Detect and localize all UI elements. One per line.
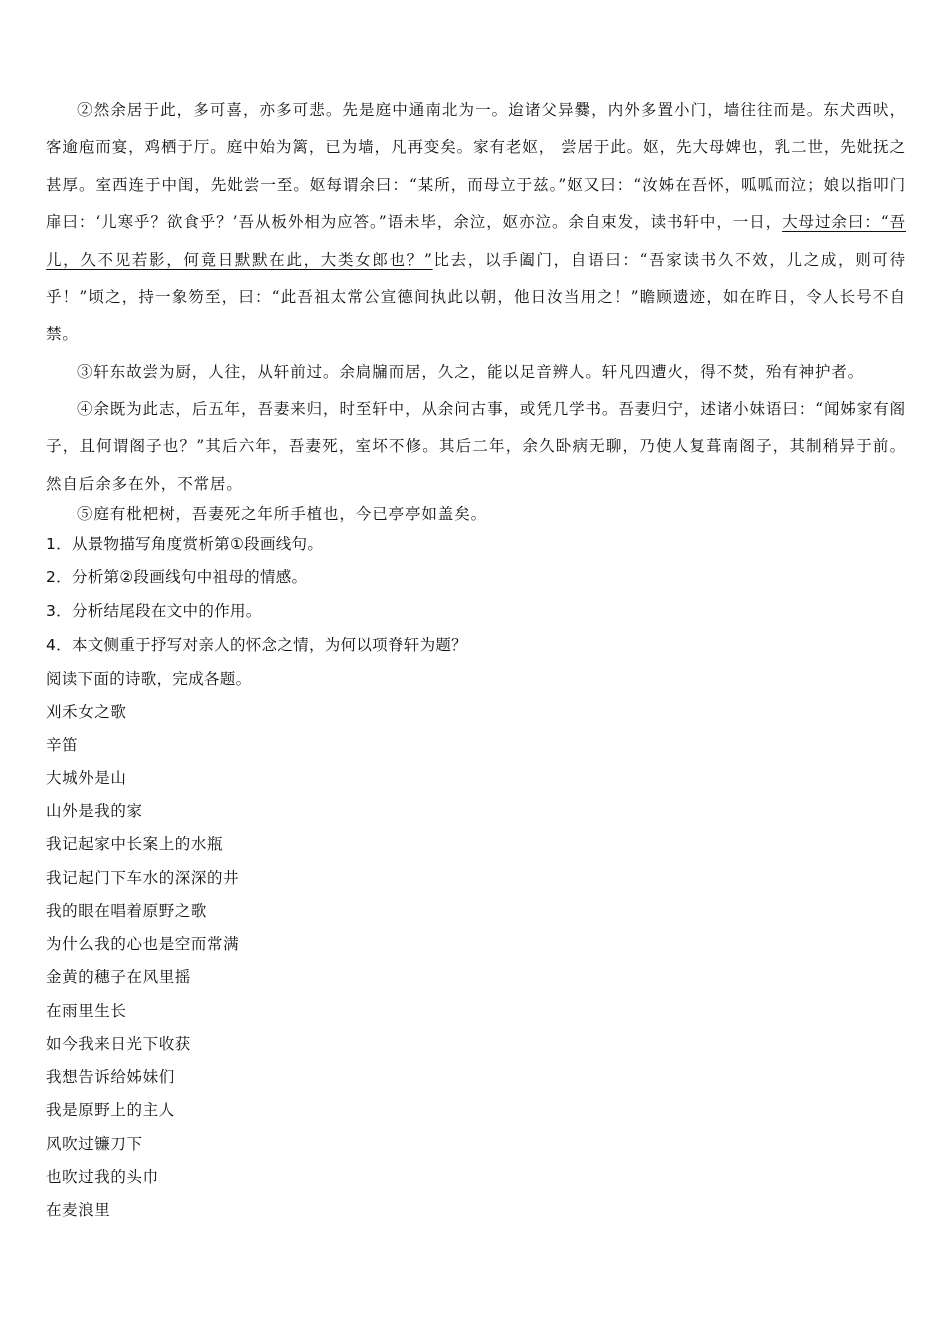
paragraph-3-text: ③轩东故尝为厨，人往，从轩前过。余扃牖而居，久之，能以足音辨人。轩凡四遭火，得不焚，殆有神护者。	[77, 363, 865, 381]
poem-line: 我想告诉给姊妹们	[46, 1068, 175, 1086]
paragraph-3	[46, 354, 906, 391]
poem-line: 我是原野上的主人	[46, 1101, 175, 1119]
poem-author: 辛笛	[46, 736, 79, 754]
poem-line: 如今我来日光下收获	[46, 1035, 191, 1053]
poem-line: 我记起门下车水的深深的井	[46, 869, 240, 887]
poem-line: 我记起家中长案上的水瓶	[46, 835, 224, 853]
question-2: 2．分析第②段画线句中祖母的情感。	[46, 568, 308, 586]
paragraph-5	[46, 496, 906, 533]
paragraph-2-text: ②然余居于此，多可喜，亦多可悲。先是庭中通南北为一。迨诸父异爨，内外多置小门，墙往往而是。东犬西吠，客逾庖而宴，鸡栖于厅。庭中始为篱，已为墙，凡再变矣。家有老妪， 尝居于此。妪，先大母婢也，乳二世，先妣抚之甚厚。室西连于中闺，先妣尝一至。妪每谓余曰：“某所，而母立于兹。”妪又曰：“汝姊在吾怀，呱呱而泣；娘以指叩门扉曰：‘儿寒乎？欲食乎？’吾从板外相为应答。”语未毕，余泣，妪亦泣。余自束发，读书轩中，一日，	[46, 101, 906, 232]
poem-line: 大城外是山	[46, 769, 127, 787]
poem-line: 山外是我的家	[46, 802, 143, 820]
question-4: 4．本文侧重于抒写对亲人的怀念之情，为何以项脊轩为题？	[46, 636, 467, 654]
paragraph-4-text: ④余既为此志，后五年，吾妻来归，时至轩中，从余问古事，或凭几学书。吾妻归宁，述诸小妹语曰：“闻姊家有阁子，且何谓阁子也？”其后六年，吾妻死，室坏不修。其后二年，余久卧病无聊，乃使人复葺南阁子，其制稍异于前。然自后余多在外，不常居。	[46, 400, 906, 493]
poem-line: 在雨里生长	[46, 1002, 127, 1020]
underlined-sentence: 大母过余曰：“吾儿，久不见若影，何竟日默默在此，大类女郎也？”	[46, 213, 906, 269]
poem-line: 金黄的穗子在风里摇	[46, 968, 191, 986]
poem-title: 刈禾女之歌	[46, 703, 127, 721]
poem-line: 为什么我的心也是空而常满	[46, 935, 240, 953]
paragraph-5-text: ⑤庭有枇杷树，吾妻死之年所手植也，今已亭亭如盖矣。	[77, 505, 488, 523]
question-1: 1．从景物描写角度赏析第①段画线句。	[46, 535, 324, 553]
poem-line: 也吹过我的头巾	[46, 1168, 159, 1186]
poem-line: 在麦浪里	[46, 1201, 111, 1219]
paragraph-2	[46, 92, 906, 354]
poem-line: 风吹过镰刀下	[46, 1135, 143, 1153]
question-3: 3．分析结尾段在文中的作用。	[46, 602, 262, 620]
reading-instruction: 阅读下面的诗歌，完成各题。	[46, 670, 252, 688]
paragraph-4	[46, 391, 906, 503]
paragraph-2-text-continued: 比去，以手阖门，自语曰：“吾家读书久不效，儿之成，则可待乎！”顷之，持一象笏至，曰：“此吾祖太常公宣德间执此以朝，他日汝当用之！”瞻顾遗迹，如在昨日，令人长号不自禁。	[46, 250, 906, 344]
poem-line: 我的眼在唱着原野之歌	[46, 902, 208, 920]
